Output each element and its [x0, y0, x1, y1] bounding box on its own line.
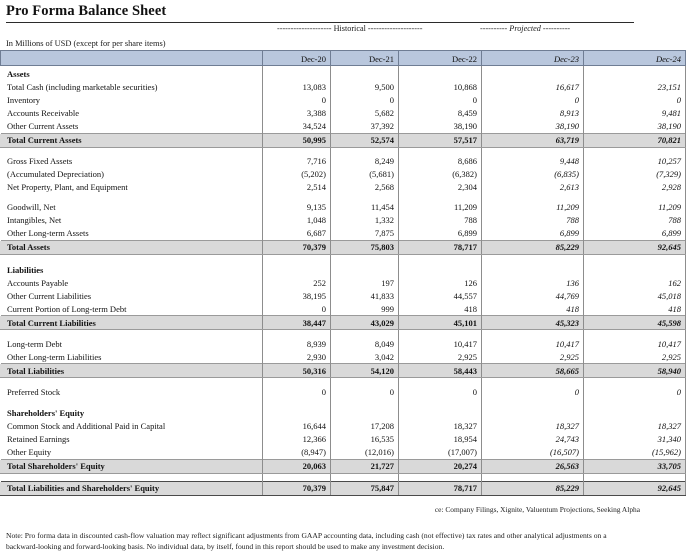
row-spacer-cell: [399, 378, 482, 386]
page-title: Pro Forma Balance Sheet: [6, 3, 167, 19]
table-row: [1, 66, 686, 81]
row-value: 8,686: [399, 155, 482, 168]
table-row: [1, 240, 686, 254]
row-value: 11,209: [584, 201, 686, 214]
table-row: [1, 433, 686, 446]
table-row: [1, 385, 686, 398]
table-spacer-row: [1, 378, 686, 386]
row-spacer-cell: [584, 254, 686, 262]
row-value: 9,448: [482, 155, 584, 168]
row-value: 18,327: [399, 420, 482, 433]
row-spacer-cell: [482, 473, 584, 481]
row-label: Other Current Liabilities: [1, 290, 263, 303]
row-value: 63,719: [482, 134, 584, 148]
row-spacer-cell: [331, 473, 399, 481]
row-value: 0: [399, 94, 482, 107]
row-label: Total Assets: [1, 240, 263, 254]
row-value: 85,229: [482, 240, 584, 254]
row-value: 92,645: [584, 481, 686, 495]
row-spacer-cell: [263, 330, 331, 338]
row-spacer-cell: [482, 398, 584, 405]
row-value: 20,274: [399, 460, 482, 474]
balance-sheet-table: [0, 50, 686, 496]
row-value: 45,018: [584, 290, 686, 303]
row-spacer-cell: [331, 254, 399, 262]
column-header-dec-21: Dec-21: [331, 51, 399, 66]
row-value: 418: [584, 303, 686, 316]
table-row: [1, 460, 686, 474]
table-row: [1, 94, 686, 107]
row-spacer-cell: [584, 194, 686, 201]
row-value: 18,327: [584, 420, 686, 433]
row-label: Total Current Liabilities: [1, 316, 263, 330]
row-value: [482, 262, 584, 277]
row-value: [584, 262, 686, 277]
footnote-line-1: Note: Pro forma data in discounted cash-flow valuation may reflect significant adjustments from GAAP accounting data, including cash (not effective) tax rates and other analytical adjustments on a: [6, 530, 607, 540]
row-value: 0: [263, 303, 331, 316]
row-value: 70,379: [263, 240, 331, 254]
row-spacer-cell: [331, 194, 399, 201]
row-value: 7,716: [263, 155, 331, 168]
table-body: [1, 66, 686, 496]
row-value: 44,557: [399, 290, 482, 303]
row-value: 1,048: [263, 214, 331, 227]
row-spacer-cell: [1, 148, 263, 156]
row-value: (6,382): [399, 168, 482, 181]
row-value: 8,049: [331, 337, 399, 350]
footnote-block: [0, 514, 640, 553]
row-value: 0: [399, 385, 482, 398]
table-row: [1, 405, 686, 420]
row-value: 2,928: [584, 181, 686, 194]
row-value: 999: [331, 303, 399, 316]
row-value: 38,190: [584, 120, 686, 133]
row-value: 11,454: [331, 201, 399, 214]
row-spacer-cell: [584, 148, 686, 156]
row-value: 18,954: [399, 433, 482, 446]
row-value: 52,574: [331, 134, 399, 148]
row-spacer-cell: [482, 254, 584, 262]
row-spacer-cell: [1, 473, 263, 481]
row-value: 2,925: [482, 350, 584, 363]
row-value: 0: [584, 94, 686, 107]
table-row: [1, 303, 686, 316]
row-label: Total Shareholders' Equity: [1, 460, 263, 474]
row-value: 6,899: [482, 227, 584, 240]
row-label: Retained Earnings: [1, 433, 263, 446]
row-value: 162: [584, 277, 686, 290]
table-spacer-row: [1, 148, 686, 156]
row-value: 6,687: [263, 227, 331, 240]
row-value: 10,417: [482, 337, 584, 350]
row-spacer-cell: [482, 330, 584, 338]
row-value: [331, 405, 399, 420]
row-value: 2,925: [399, 350, 482, 363]
row-spacer-cell: [399, 148, 482, 156]
row-value: 6,899: [399, 227, 482, 240]
row-value: 10,417: [399, 337, 482, 350]
column-header-dec-24: Dec-24: [584, 51, 686, 66]
table-row: [1, 134, 686, 148]
row-value: 38,447: [263, 316, 331, 330]
table-spacer-row: [1, 330, 686, 338]
row-value: 34,524: [263, 120, 331, 133]
row-label: Other Long-term Assets: [1, 227, 263, 240]
row-label: Other Equity: [1, 446, 263, 459]
row-value: 45,101: [399, 316, 482, 330]
row-spacer-cell: [331, 378, 399, 386]
row-spacer-cell: [584, 473, 686, 481]
row-value: 75,803: [331, 240, 399, 254]
row-value: 8,939: [263, 337, 331, 350]
column-header-dec-22: Dec-22: [399, 51, 482, 66]
row-value: 41,833: [331, 290, 399, 303]
table-row: [1, 290, 686, 303]
title-block: [0, 0, 640, 23]
row-value: 126: [399, 277, 482, 290]
row-value: 23,151: [584, 81, 686, 94]
row-label: (Accumulated Depreciation): [1, 168, 263, 181]
row-value: 10,868: [399, 81, 482, 94]
row-value: [482, 66, 584, 81]
table-spacer-row: [1, 194, 686, 201]
row-value: (17,007): [399, 446, 482, 459]
row-spacer-cell: [1, 398, 263, 405]
row-value: [263, 262, 331, 277]
row-spacer-cell: [399, 330, 482, 338]
row-value: 136: [482, 277, 584, 290]
row-value: [482, 405, 584, 420]
row-spacer-cell: [263, 254, 331, 262]
row-spacer-cell: [263, 148, 331, 156]
row-value: 70,379: [263, 481, 331, 495]
row-label: Current Portion of Long-term Debt: [1, 303, 263, 316]
row-value: 17,208: [331, 420, 399, 433]
row-value: 788: [482, 214, 584, 227]
row-spacer-cell: [1, 330, 263, 338]
row-value: [584, 405, 686, 420]
table-row: [1, 350, 686, 363]
row-value: 16,617: [482, 81, 584, 94]
row-value: (5,681): [331, 168, 399, 181]
row-value: 58,940: [584, 364, 686, 378]
row-spacer-cell: [584, 398, 686, 405]
row-label: Intangibles, Net: [1, 214, 263, 227]
row-spacer-cell: [399, 194, 482, 201]
row-value: 10,257: [584, 155, 686, 168]
row-value: [399, 66, 482, 81]
row-label: Other Long-term Liabilities: [1, 350, 263, 363]
row-value: 2,514: [263, 181, 331, 194]
row-value: (16,507): [482, 446, 584, 459]
row-value: 2,568: [331, 181, 399, 194]
row-spacer-cell: [399, 398, 482, 405]
row-label: Total Current Assets: [1, 134, 263, 148]
period-group-projected: ---------- Projected ----------: [480, 24, 571, 33]
row-value: 252: [263, 277, 331, 290]
row-value: 45,323: [482, 316, 584, 330]
row-value: 45,598: [584, 316, 686, 330]
row-value: [584, 66, 686, 81]
column-header-dec-23: Dec-23: [482, 51, 584, 66]
row-spacer-cell: [331, 330, 399, 338]
row-value: 0: [482, 94, 584, 107]
row-spacer-cell: [263, 194, 331, 201]
table-row: [1, 214, 686, 227]
row-label: Inventory: [1, 94, 263, 107]
row-value: 44,769: [482, 290, 584, 303]
row-value: 9,500: [331, 81, 399, 94]
row-label: Shareholders' Equity: [1, 405, 263, 420]
row-value: 418: [399, 303, 482, 316]
row-value: 85,229: [482, 481, 584, 495]
row-value: 3,388: [263, 107, 331, 120]
row-value: 0: [482, 385, 584, 398]
table-row: [1, 316, 686, 330]
table-row: [1, 107, 686, 120]
row-spacer-cell: [331, 398, 399, 405]
table-row: [1, 277, 686, 290]
row-value: 31,340: [584, 433, 686, 446]
table-row: [1, 262, 686, 277]
row-value: 12,366: [263, 433, 331, 446]
row-value: (12,016): [331, 446, 399, 459]
row-value: 6,899: [584, 227, 686, 240]
row-value: 0: [584, 385, 686, 398]
row-value: 38,195: [263, 290, 331, 303]
row-label: Accounts Payable: [1, 277, 263, 290]
table-row: [1, 155, 686, 168]
row-value: [331, 66, 399, 81]
row-label: Total Liabilities: [1, 364, 263, 378]
row-spacer-cell: [482, 194, 584, 201]
row-value: 788: [399, 214, 482, 227]
units-note: In Millions of USD (except for per share items): [6, 39, 166, 48]
row-value: 18,327: [482, 420, 584, 433]
row-spacer-cell: [263, 378, 331, 386]
row-value: 57,517: [399, 134, 482, 148]
row-value: 0: [263, 385, 331, 398]
row-value: 1,332: [331, 214, 399, 227]
row-value: 58,665: [482, 364, 584, 378]
row-value: 16,644: [263, 420, 331, 433]
row-value: 2,925: [584, 350, 686, 363]
row-value: 3,042: [331, 350, 399, 363]
row-value: 38,190: [482, 120, 584, 133]
row-value: 20,063: [263, 460, 331, 474]
footnote-line-2: backward-looking and forward-looking basis. No individual data, by itself, found in this report should be used to make any investment decision.: [6, 542, 445, 552]
row-value: 78,717: [399, 481, 482, 495]
row-value: 70,821: [584, 134, 686, 148]
row-value: 0: [331, 94, 399, 107]
row-value: 418: [482, 303, 584, 316]
table-row: [1, 337, 686, 350]
period-group-banner: [0, 23, 640, 38]
row-value: 54,120: [331, 364, 399, 378]
row-value: 75,847: [331, 481, 399, 495]
row-value: [263, 66, 331, 81]
row-spacer-cell: [1, 254, 263, 262]
row-value: 0: [331, 385, 399, 398]
row-value: 9,481: [584, 107, 686, 120]
row-label: Common Stock and Additional Paid in Capital: [1, 420, 263, 433]
row-label: Preferred Stock: [1, 385, 263, 398]
row-spacer-cell: [584, 378, 686, 386]
table-row: [1, 481, 686, 495]
row-value: 2,930: [263, 350, 331, 363]
row-spacer-cell: [584, 330, 686, 338]
row-value: 92,645: [584, 240, 686, 254]
row-value: [399, 405, 482, 420]
row-value: 24,743: [482, 433, 584, 446]
row-value: 13,083: [263, 81, 331, 94]
table-row: [1, 81, 686, 94]
row-value: 9,135: [263, 201, 331, 214]
row-value: 197: [331, 277, 399, 290]
row-value: 21,727: [331, 460, 399, 474]
row-value: 0: [263, 94, 331, 107]
row-value: (8,947): [263, 446, 331, 459]
table-header: [1, 51, 686, 66]
row-value: 5,682: [331, 107, 399, 120]
row-label: Accounts Receivable: [1, 107, 263, 120]
row-value: 37,392: [331, 120, 399, 133]
row-spacer-cell: [399, 473, 482, 481]
row-value: 38,190: [399, 120, 482, 133]
row-label: Total Cash (including marketable securities): [1, 81, 263, 94]
table-row: [1, 168, 686, 181]
row-value: 788: [584, 214, 686, 227]
row-value: 43,029: [331, 316, 399, 330]
row-value: 8,459: [399, 107, 482, 120]
row-value: [331, 262, 399, 277]
row-spacer-cell: [482, 148, 584, 156]
row-label: Gross Fixed Assets: [1, 155, 263, 168]
row-value: (6,835): [482, 168, 584, 181]
row-value: 26,563: [482, 460, 584, 474]
row-value: 58,443: [399, 364, 482, 378]
row-value: 50,316: [263, 364, 331, 378]
table-header-row: [1, 51, 686, 66]
table-row: [1, 227, 686, 240]
row-value: 8,249: [331, 155, 399, 168]
row-value: (15,962): [584, 446, 686, 459]
row-value: 16,535: [331, 433, 399, 446]
row-value: (7,329): [584, 168, 686, 181]
row-label: Goodwill, Net: [1, 201, 263, 214]
period-group-historical: -------------------- Historical --------------------: [277, 24, 423, 33]
column-header-dec-20: Dec-20: [263, 51, 331, 66]
row-value: [263, 405, 331, 420]
row-spacer-cell: [1, 378, 263, 386]
row-value: 78,717: [399, 240, 482, 254]
row-value: 8,913: [482, 107, 584, 120]
row-spacer-cell: [263, 473, 331, 481]
table-spacer-row: [1, 398, 686, 405]
table-row: [1, 120, 686, 133]
row-label: Other Current Assets: [1, 120, 263, 133]
table-spacer-row: [1, 254, 686, 262]
table-row: [1, 181, 686, 194]
table-row: [1, 420, 686, 433]
table-spacer-row: [1, 473, 686, 481]
table-row: [1, 446, 686, 459]
row-value: [399, 262, 482, 277]
row-spacer-cell: [331, 148, 399, 156]
row-spacer-cell: [1, 194, 263, 201]
table-row: [1, 364, 686, 378]
row-label: Assets: [1, 66, 263, 81]
row-label: Total Liabilities and Shareholders' Equity: [1, 481, 263, 495]
row-spacer-cell: [482, 378, 584, 386]
row-label: Liabilities: [1, 262, 263, 277]
row-value: 2,304: [399, 181, 482, 194]
row-spacer-cell: [263, 398, 331, 405]
row-value: (5,202): [263, 168, 331, 181]
row-value: 50,995: [263, 134, 331, 148]
row-spacer-cell: [399, 254, 482, 262]
table-row: [1, 201, 686, 214]
row-value: 11,209: [482, 201, 584, 214]
column-header-label: [1, 51, 263, 66]
row-value: 2,613: [482, 181, 584, 194]
row-value: 33,705: [584, 460, 686, 474]
row-label: Net Property, Plant, and Equipment: [1, 181, 263, 194]
row-value: 11,209: [399, 201, 482, 214]
source-attribution: ce: Company Filings, Xignite, Valuentum Projections, Seeking Alpha: [434, 504, 640, 514]
row-value: 10,417: [584, 337, 686, 350]
row-value: 7,875: [331, 227, 399, 240]
row-label: Long-term Debt: [1, 337, 263, 350]
